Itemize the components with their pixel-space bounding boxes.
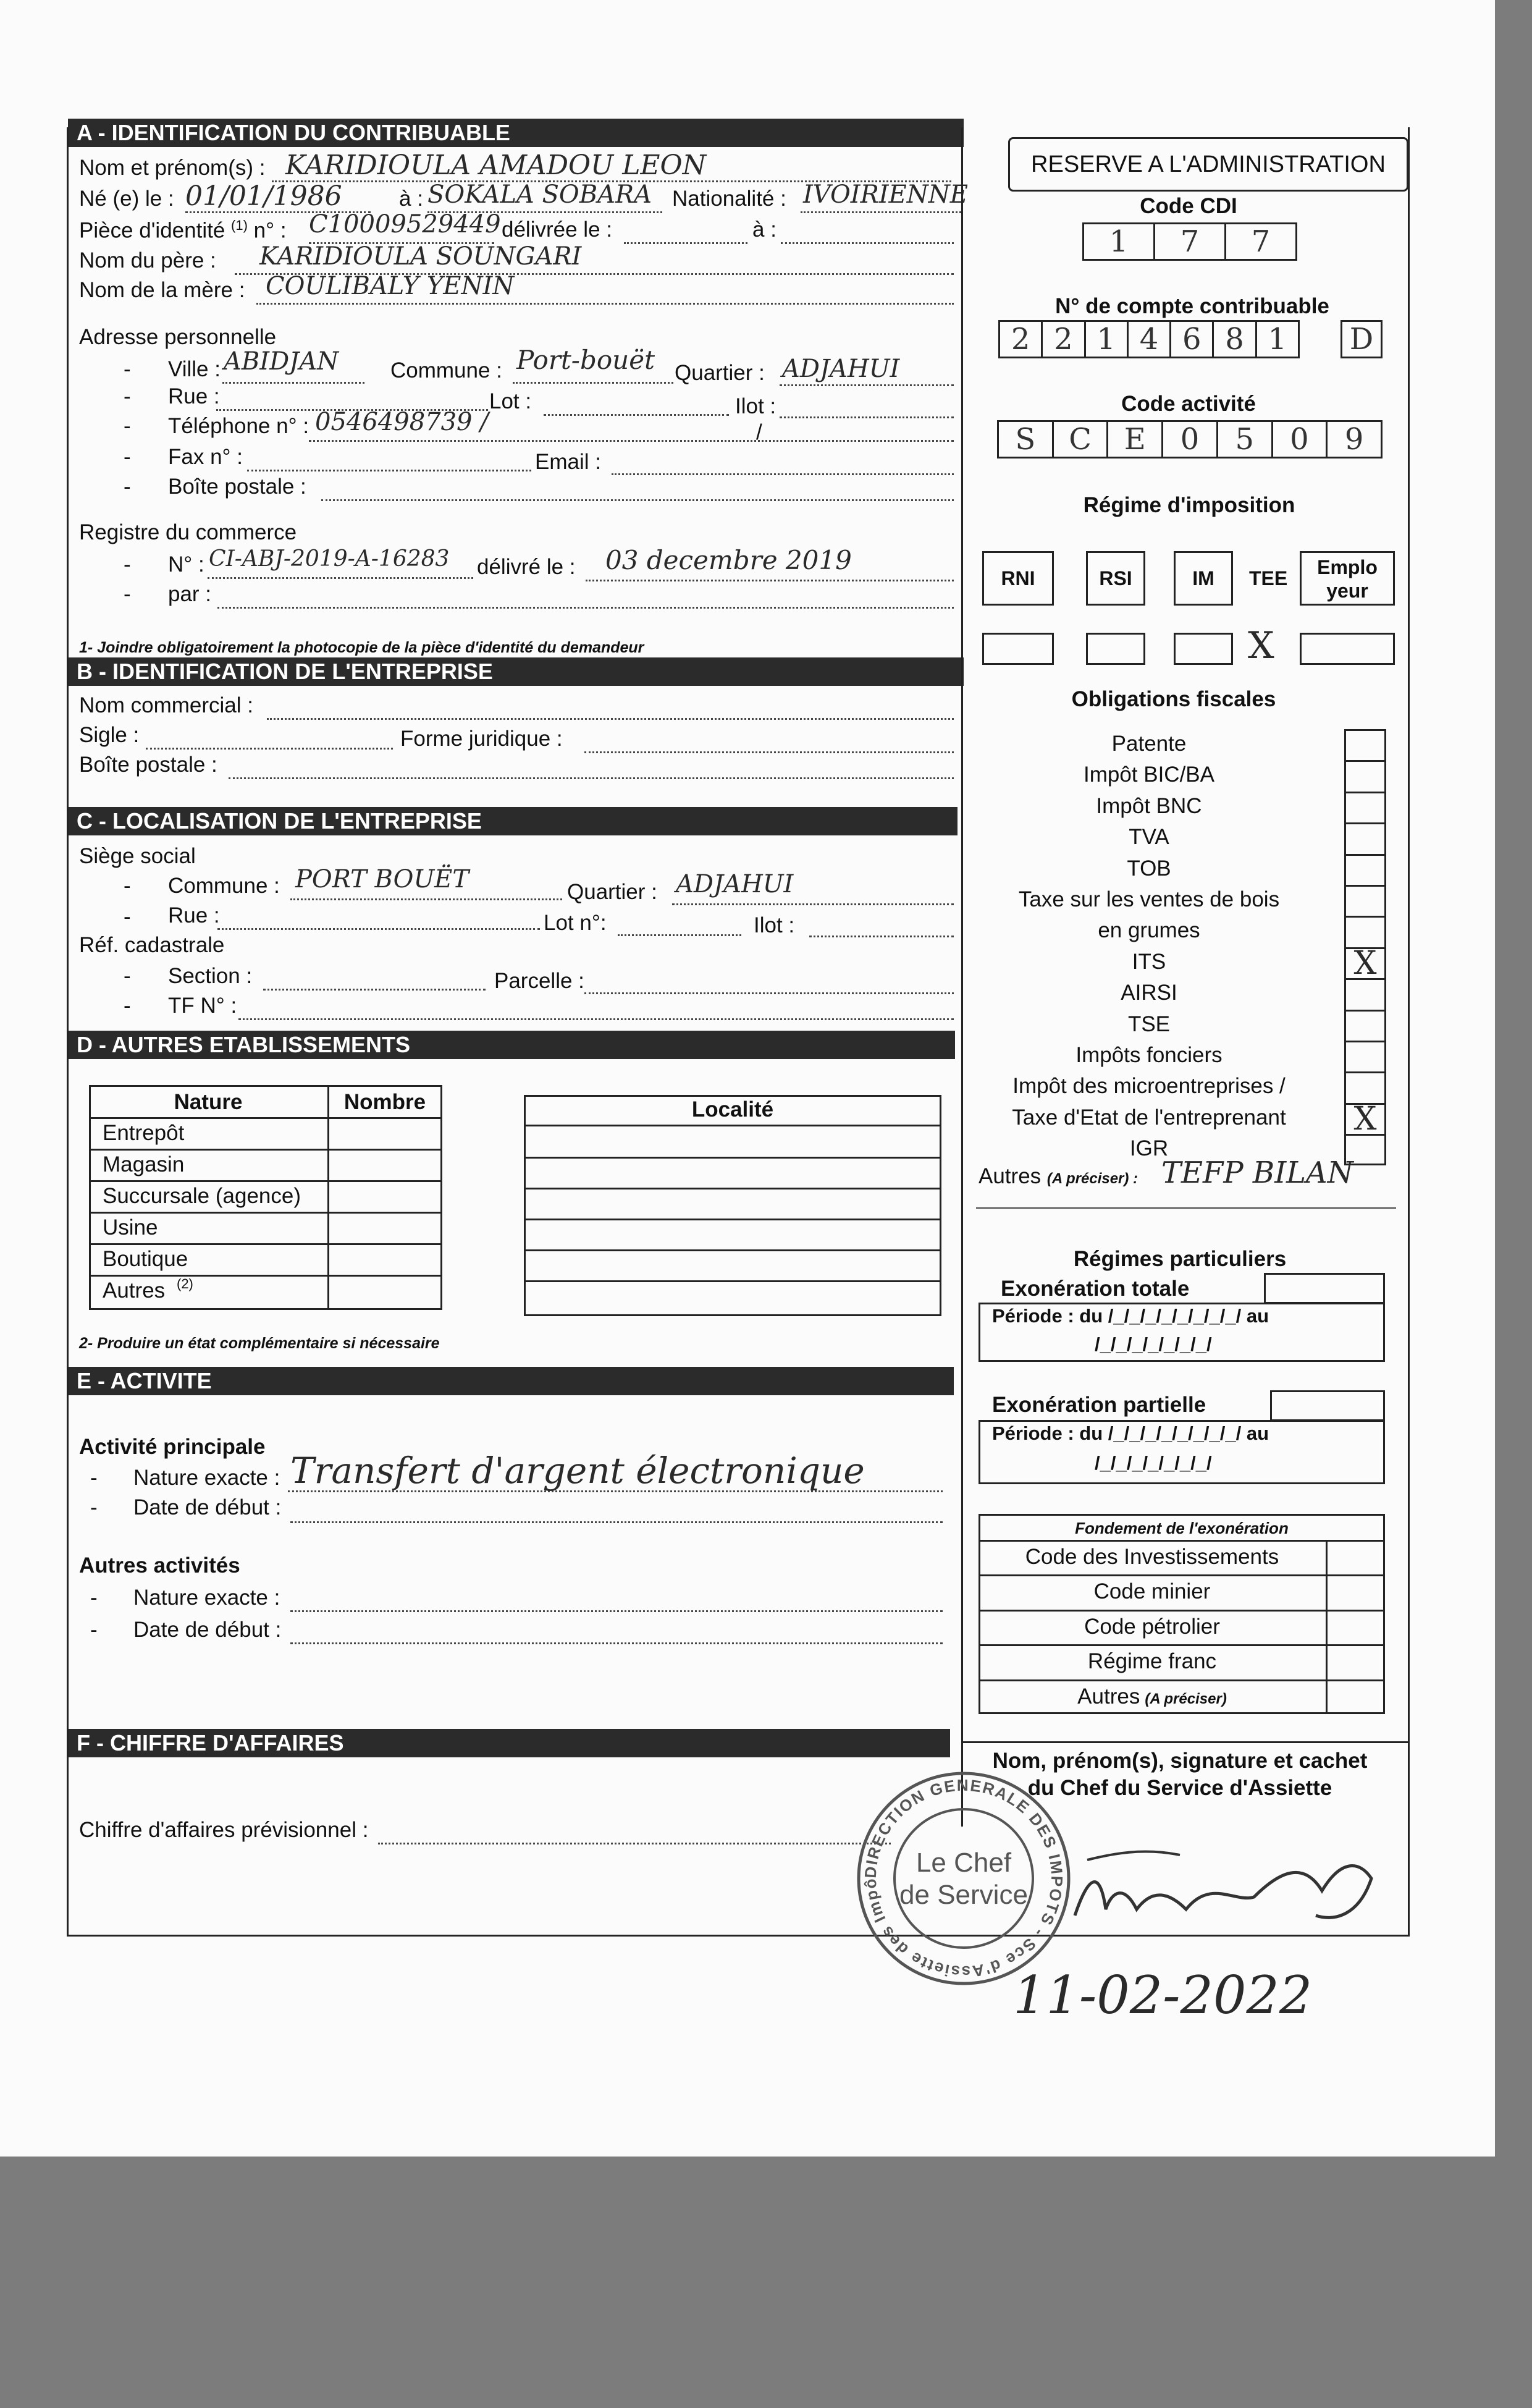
parcelle-label: Parcelle : (494, 969, 584, 993)
section-c-header: C - LOCALISATION DE L'ENTREPRISE (68, 807, 958, 835)
obligation-label: Impôt des microentreprises / (1012, 1074, 1286, 1099)
obligation-label: Impôt BNC (1096, 793, 1202, 818)
obligation-label: Impôts fonciers (1075, 1043, 1223, 1067)
exo-totale-label: Exonération totale (1001, 1277, 1190, 1301)
char-cell: S (999, 422, 1054, 457)
form-page: A - IDENTIFICATION DU CONTRIBUABLE Nom et prénom(s) : KARIDIOULA AMADOU LEON Né (e) le : 01/01/1986 à : SOKALA SOBARA Nationalité : IVOIRIENNE Pièce d'identité $^{(1)}$ n° : C10009529449 délivrée le : à : Nom du père : KARIDIOULA SOUNGARI Nom de la mère : COULIBALY YENIN Adresse personnelle - Ville : ABIDJAN Commune : Port-bouët Quartier : ADJAHUI - Rue : Lot : Ilot : - Téléphone n° : 0546498739 / / - Fax n° : Email : - Boîte postale : Registre du commerce - N° : CI-ABJ-2019-A-16283 délivré le : 03 decembre 2019 - par : 1- Joindre obligatoirement la photocopie de la pièce d'identité du demandeur B - IDENTIFICATION DE L'ENTREPRISE Nom commercial : Sigle : Forme juridique : Boîte postale : C - LOCALISATION DE L'ENTREPRISE Siège social - Commune : PORT BOUËT Quartier : ADJAHUI - Rue : Lot n°: Ilot : Réf. cadastrale - Section : Parcelle : - TF N° : D - AUTRES ETABLISSEMENTS Nature Nombre Entrepôt Magasin Succursale (agence) Usine Boutique Autres (2) Localité 2- Produire un état complémentaire si nécessaire E - ACTIVITE Activité principale - Nature exacte : Transfert d'argent électronique - Date de début : Autres activités - Nature exacte : - Date de début : F - CHIFFRE D'AFFAIRES Chiffre d'affaires prévisionnel : RESERVE A L'ADMINISTRATION Code CDI 1 7 7 N° de compte contribuable 2 2 1 4 6 8 1 D Code activité S C E 0 5 0 9 Régime d'imposition RNI RSI IM TEE Emplo yeur X Obligations fiscales Patente Impôt BIC/BA Impôt BNC TVA TOB Taxe sur les ventes de bois en grumes ITS X AIRSI TSE Impôts fonciers Impôt des microentreprises / Taxe d'Etat de l'entreprenant X IGR Autres (A préciser) : TEFP BILAN Régimes particuliers Exonération totale Période : du /_/_/_/_/_/_/_/_/ au /_/_/_/_/_/_/_/ Exonération partielle Période : du /_/_/_/_/_/_/_/_/ au /_/_/_/_/_/_/_/ Fondement de l'exonération Code des Investissements Code minier Code pétrolier Régime franc Autres (A préciser) Nom, prénom(s), signature et cachet du Chef du Service d'Assiette DIRECTION GENERALE DES IMPOTS - Sce d'Assiette des Impô Le Chef de Service 11-02-2022 (0, 0, 1495, 2157)
char-cell: 0 (1163, 422, 1218, 457)
c-commune-value: PORT BOUËT (295, 865, 469, 893)
c-lot-label: Lot n°: (544, 911, 607, 935)
obligation-check-mark[interactable]: X (1353, 944, 1377, 982)
ville-value: ABIDJAN (224, 347, 339, 376)
regime-employeur-check[interactable] (1300, 633, 1395, 665)
exo-totale-du: Période : du /_/_/_/_/_/_/_/_/ au (992, 1305, 1269, 1327)
par-label: par : (168, 582, 212, 606)
c-quartier-value: ADJAHUI (676, 870, 794, 898)
stamp-ring-text: DIRECTION GENERALE DES IMPOTS - Sce d'Assiette des Impô (861, 1775, 1067, 1982)
quartier-label: Quartier : (675, 361, 765, 385)
footnote-2: 2- Produire un état complémentaire si nécessaire (79, 1335, 440, 1352)
autres-obligation-label: Autres (A préciser) : (979, 1164, 1138, 1188)
pere-label: Nom du père : (79, 248, 216, 272)
official-stamp (852, 1767, 1075, 1990)
regime-tee: TEE (1249, 567, 1288, 589)
date2-label: Date de début : (133, 1618, 282, 1642)
obligation-label: TVA (1129, 825, 1169, 850)
signature-caption-1: Nom, prénom(s), signature et cachet (992, 1749, 1368, 1773)
obligation-label: en grumes (1098, 918, 1200, 943)
fondement-row-label: Autres (A préciser) (1077, 1684, 1227, 1709)
fondement-row-label: Code minier (1093, 1579, 1211, 1604)
regime-im[interactable]: IM (1174, 551, 1233, 606)
handwritten-date: 11-02-2022 (1013, 1965, 1313, 2026)
pere-value: KARIDIOULA SOUNGARI (259, 242, 582, 271)
nature-row-label: Usine (103, 1215, 158, 1240)
lot-label: Lot : (489, 389, 532, 413)
fondement-row-label: Code des Investissements (1025, 1545, 1279, 1569)
fax-label: Fax n° : (168, 445, 243, 469)
char-cell: 2 (1043, 322, 1085, 357)
a-value: SOKALA SOBARA (427, 180, 652, 209)
regime-rsi-check[interactable] (1086, 633, 1145, 665)
forme-label: Forme juridique : (400, 727, 563, 751)
rue-label: Rue : (168, 384, 220, 408)
char-cell: 2 (1000, 322, 1043, 357)
col-localite: Localité (691, 1097, 774, 1122)
nature-row-label: Boutique (103, 1247, 188, 1271)
obligation-label: Impôt BIC/BA (1083, 763, 1215, 787)
obligation-label: AIRSI (1121, 981, 1177, 1005)
ref-label: Réf. cadastrale (79, 933, 225, 957)
exo-totale-au-date: /_/_/_/_/_/_/_/ (1095, 1333, 1212, 1355)
nature-row-label: Autres (103, 1278, 166, 1303)
stamp-center-1: Le Chef (915, 1848, 1012, 1878)
nom-value: KARIDIOULA AMADOU LEON (285, 150, 707, 181)
rc-delivre-label: délivré le : (477, 555, 576, 579)
exo-partielle-label: Exonération partielle (992, 1393, 1206, 1417)
tel-value: 0546498739 / (315, 408, 489, 436)
compte-key-box: D (1340, 320, 1383, 358)
obligation-label: TOB (1127, 856, 1171, 881)
quartier-value: ADJAHUI (782, 355, 900, 383)
obligation-label: ITS (1132, 949, 1166, 974)
piece-label: Pièce d'identité $^{(1)}$ n° : (79, 218, 287, 243)
delivree-a-label: à : (752, 218, 777, 242)
date-debut-label: Date de début : (133, 1495, 282, 1519)
autres-footnote-ref: (2) (177, 1276, 193, 1291)
rc-delivre-value: 03 decembre 2019 (605, 545, 852, 575)
siege-label: Siège social (79, 844, 196, 868)
section-label: Section : (168, 964, 253, 988)
section-d-header: D - AUTRES ETABLISSEMENTS (68, 1031, 955, 1059)
fondement-header: Fondement de l'exonération (1075, 1519, 1289, 1537)
obligations-label: Obligations fiscales (1071, 687, 1276, 711)
nature-row-label: Entrepôt (103, 1121, 185, 1145)
mere-value: COULIBALY YENIN (266, 272, 515, 300)
char-cell: C (1054, 422, 1109, 457)
c-rue-label: Rue : (168, 903, 220, 927)
exo-partielle-au-date: /_/_/_/_/_/_/_/ (1095, 1452, 1212, 1474)
nationalite-value: IVOIRIENNE (803, 180, 968, 209)
regime-rsi[interactable]: RSI (1086, 551, 1145, 606)
char-cell: 4 (1129, 322, 1171, 357)
obligation-label: Taxe sur les ventes de bois (1018, 887, 1280, 911)
char-cell: 1 (1084, 224, 1155, 259)
delivree-label: délivrée le : (502, 218, 612, 242)
char-cell: 0 (1273, 422, 1328, 457)
obligation-check-mark[interactable]: X (1353, 1100, 1377, 1138)
sigle-label: Sigle : (79, 723, 140, 747)
char-cell: 1 (1086, 322, 1129, 357)
adresse-label: Adresse personnelle (79, 325, 277, 349)
ville-label: Ville : (168, 357, 221, 381)
ne-value: 01/01/1986 (185, 180, 342, 212)
fondement-row-label: Code pétrolier (1084, 1614, 1220, 1639)
regime-label: Régime d'imposition (1083, 493, 1295, 517)
code-cdi-boxes (1082, 222, 1297, 261)
obligation-label: TSE (1127, 1012, 1171, 1036)
obligation-label: IGR (1129, 1136, 1169, 1161)
signature-caption-2: du Chef du Service d'Assiette (1027, 1776, 1332, 1800)
rc-no-value: CI-ABJ-2019-A-16283 (209, 546, 450, 572)
nature-row-label: Magasin (103, 1152, 185, 1177)
compte-boxes (998, 320, 1300, 358)
c-ilot-label: Ilot : (754, 913, 795, 937)
ilot-label: Ilot : (735, 394, 777, 418)
section-f-header: F - CHIFFRE D'AFFAIRES (68, 1729, 950, 1757)
c-commune-label: Commune : (168, 874, 280, 898)
mere-label: Nom de la mère : (79, 278, 245, 302)
email-label: Email : (535, 450, 601, 474)
nature-row-label: Succursale (agence) (103, 1184, 301, 1208)
exo-partielle-du: Période : du /_/_/_/_/_/_/_/_/ au (992, 1422, 1269, 1444)
char-cell: 8 (1214, 322, 1256, 357)
regimes-particuliers: Régimes particuliers (1073, 1247, 1287, 1271)
activite-label: Code activité (1121, 392, 1256, 416)
autres-activites: Autres activités (79, 1553, 240, 1578)
section-e-header: E - ACTIVITE (68, 1367, 954, 1395)
nom-commercial-label: Nom commercial : (79, 693, 253, 717)
regime-tee-check[interactable]: X (1248, 624, 1274, 667)
rc-no-label: N° : (168, 552, 204, 577)
ca-label: Chiffre d'affaires prévisionnel : (79, 1818, 369, 1842)
nature2-label: Nature exacte : (133, 1586, 280, 1610)
regime-rni-check[interactable] (982, 633, 1054, 665)
col-nature: Nature (174, 1090, 243, 1114)
commune-value: Port-bouët (516, 345, 655, 375)
bp-label: Boîte postale : (168, 475, 306, 499)
regime-rni[interactable]: RNI (982, 551, 1054, 606)
char-cell: 7 (1155, 224, 1226, 259)
char-cell: 6 (1171, 322, 1214, 357)
char-cell: 9 (1344, 422, 1364, 457)
ne-label: Né (e) le : (79, 187, 174, 211)
activite-boxes (997, 420, 1383, 458)
stamp-center-2: de Service (899, 1880, 1028, 1910)
section-a-header: A - IDENTIFICATION DU CONTRIBUABLE (68, 119, 964, 147)
code-cdi-label: Code CDI (1140, 194, 1237, 218)
regime-im-check[interactable] (1174, 633, 1233, 665)
fondement-row-label: Régime franc (1087, 1649, 1217, 1674)
c-quartier-label: Quartier : (567, 880, 657, 904)
tf-label: TF N° : (168, 994, 237, 1018)
section-b-header: B - IDENTIFICATION DE L'ENTREPRISE (68, 657, 964, 686)
nom-label: Nom et prénom(s) : (79, 156, 266, 180)
autres-obligation-value: TEFP BILAN (1161, 1155, 1353, 1190)
commune-label: Commune : (390, 358, 502, 382)
signature-scribble (1050, 1823, 1396, 1946)
obligation-label: Taxe d'Etat de l'entreprenant (1012, 1105, 1286, 1130)
compte-label: N° de compte contribuable (1055, 294, 1329, 318)
nationalite-label: Nationalité : (672, 187, 786, 211)
col-nombre: Nombre (343, 1090, 426, 1114)
char-cell: 7 (1251, 224, 1271, 259)
admin-title-box: RESERVE A L'ADMINISTRATION (1008, 137, 1408, 192)
a-label: à : (399, 187, 423, 211)
piece-value: C10009529449 (309, 210, 501, 239)
char-cell: E (1108, 422, 1163, 457)
registre-label: Registre du commerce (79, 520, 297, 544)
tel-label: Téléphone n° : (168, 414, 309, 438)
char-cell: 1 (1268, 322, 1287, 357)
nature-label: Nature exacte : (133, 1466, 280, 1490)
obligation-label: Patente (1111, 732, 1187, 756)
regime-employeur[interactable]: Emplo yeur (1300, 551, 1395, 606)
bp-entreprise-label: Boîte postale : (79, 753, 217, 777)
char-cell: 5 (1218, 422, 1273, 457)
footnote-1: 1- Joindre obligatoirement la photocopie de la pièce d'identité du demandeur (79, 639, 644, 656)
nature-value: Transfert d'argent électronique (290, 1450, 865, 1492)
activite-principale: Activité principale (79, 1435, 266, 1459)
